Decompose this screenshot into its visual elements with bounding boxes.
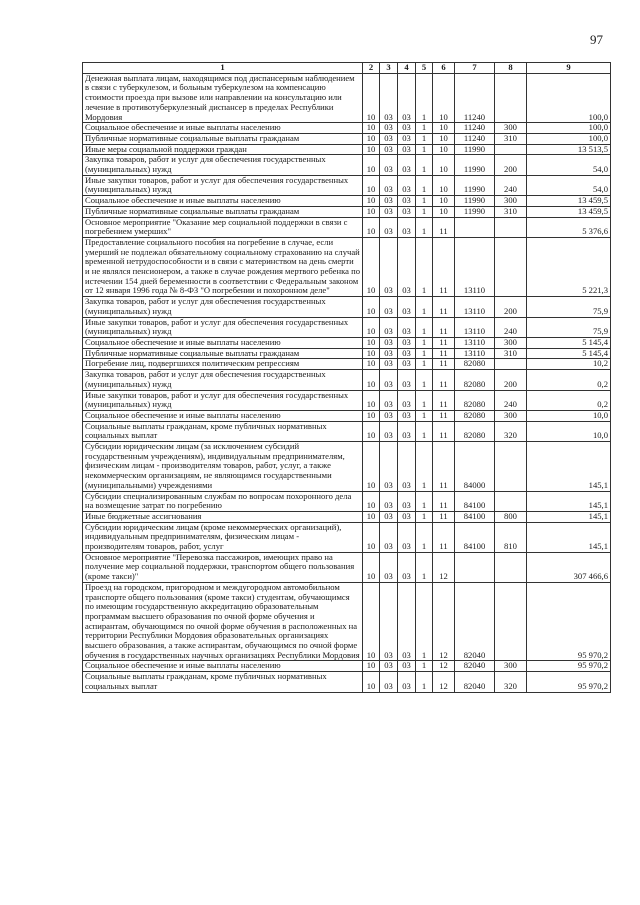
cell-code: 12 — [433, 582, 455, 661]
table-row — [83, 144, 611, 155]
cell-code: 03 — [380, 390, 398, 410]
cell-code: 1 — [416, 123, 433, 134]
cell-code: 1 — [416, 359, 433, 370]
cell-code: 11 — [433, 511, 455, 522]
cell-code: 10 — [363, 123, 380, 134]
cell-code: 03 — [380, 297, 398, 317]
cell-code: 03 — [380, 511, 398, 522]
cell-amount: 100,0 — [527, 123, 611, 134]
row-name: Иные бюджетные ассигнования — [83, 511, 363, 522]
cell-code: 03 — [380, 175, 398, 195]
row-name: Социальное обеспечение и иные выплаты населению — [83, 123, 363, 134]
row-name: Денежная выплата лицам, находящимся под диспансерным наблюдением в связи с туберкулезом, и больным туберкулезом на компенсацию стоимости проезда при вызове или направлении на консультацию или лечение в противотуберкулезный диспансер в пределах Республики Мордовия — [83, 73, 363, 123]
cell-amount: 75,9 — [527, 297, 611, 317]
cell-code: 11240 — [455, 133, 495, 144]
row-name: Публичные нормативные социальные выплаты гражданам — [83, 206, 363, 217]
cell-code: 10 — [363, 442, 380, 492]
cell-code: 10 — [363, 552, 380, 582]
cell-code: 84100 — [455, 511, 495, 522]
cell-code: 03 — [398, 421, 416, 441]
table-row — [83, 672, 611, 692]
table-row — [83, 206, 611, 217]
cell-code: 1 — [416, 661, 433, 672]
cell-code: 1 — [416, 672, 433, 692]
cell-code: 10 — [433, 73, 455, 123]
cell-code: 310 — [495, 206, 527, 217]
table-header-row — [83, 63, 611, 74]
cell-code — [495, 144, 527, 155]
cell-code: 10 — [363, 522, 380, 552]
cell-code: 10 — [433, 175, 455, 195]
cell-code: 1 — [416, 390, 433, 410]
table-row — [83, 123, 611, 134]
cell-code: 03 — [398, 348, 416, 359]
cell-code: 03 — [398, 359, 416, 370]
cell-amount: 0,2 — [527, 390, 611, 410]
table-row — [83, 359, 611, 370]
cell-code: 13110 — [455, 237, 495, 296]
cell-code: 84100 — [455, 491, 495, 511]
cell-code: 10 — [433, 123, 455, 134]
table-row — [83, 582, 611, 661]
cell-code: 10 — [363, 155, 380, 175]
cell-code: 10 — [363, 196, 380, 207]
row-name: Иные закупки товаров, работ и услуг для обеспечения государственных (муниципальных) нужд — [83, 390, 363, 410]
cell-code: 03 — [398, 175, 416, 195]
row-name: Субсидии специализированным службам по вопросам похоронного дела на возмещение затрат по погребению — [83, 491, 363, 511]
header-cell: 9 — [527, 63, 611, 74]
cell-code — [455, 552, 495, 582]
cell-code: 1 — [416, 133, 433, 144]
cell-code: 11990 — [455, 155, 495, 175]
cell-code: 12 — [433, 552, 455, 582]
cell-code: 11 — [433, 410, 455, 421]
cell-code: 1 — [416, 175, 433, 195]
table-row — [83, 661, 611, 672]
cell-code: 03 — [380, 348, 398, 359]
cell-code: 82080 — [455, 390, 495, 410]
cell-code: 03 — [398, 155, 416, 175]
cell-code: 10 — [363, 133, 380, 144]
cell-code: 10 — [363, 410, 380, 421]
cell-code: 1 — [416, 217, 433, 237]
cell-amount: 13 513,5 — [527, 144, 611, 155]
header-cell: 1 — [83, 63, 363, 74]
cell-code: 1 — [416, 582, 433, 661]
cell-code: 03 — [398, 217, 416, 237]
cell-code: 03 — [380, 522, 398, 552]
cell-amount: 10,2 — [527, 359, 611, 370]
cell-amount: 54,0 — [527, 155, 611, 175]
cell-amount: 13 459,5 — [527, 206, 611, 217]
cell-code: 03 — [380, 491, 398, 511]
cell-code: 1 — [416, 297, 433, 317]
cell-code: 11 — [433, 491, 455, 511]
cell-code: 1 — [416, 144, 433, 155]
row-name: Социальное обеспечение и иные выплаты населению — [83, 337, 363, 348]
cell-code: 10 — [433, 155, 455, 175]
row-name: Основное мероприятие "Оказание мер социальной поддержки в связи с погребением умерших" — [83, 217, 363, 237]
cell-amount: 307 466,6 — [527, 552, 611, 582]
row-name: Субсидии юридическим лицам (кроме некоммерческих организаций), индивидуальным предпринимателям, физическим лицам - производителям товаров, работ, услуг — [83, 522, 363, 552]
cell-code — [495, 491, 527, 511]
table-row — [83, 133, 611, 144]
cell-code: 11 — [433, 442, 455, 492]
cell-code: 03 — [380, 123, 398, 134]
cell-code: 82080 — [455, 410, 495, 421]
cell-code: 03 — [380, 237, 398, 296]
cell-code: 200 — [495, 155, 527, 175]
cell-amount: 100,0 — [527, 73, 611, 123]
cell-code: 800 — [495, 511, 527, 522]
cell-amount: 145,1 — [527, 522, 611, 552]
cell-code: 11240 — [455, 123, 495, 134]
cell-code: 10 — [363, 421, 380, 441]
cell-code: 320 — [495, 672, 527, 692]
cell-amount: 145,1 — [527, 442, 611, 492]
cell-amount: 145,1 — [527, 491, 611, 511]
cell-amount: 5 221,3 — [527, 237, 611, 296]
cell-code: 10 — [363, 359, 380, 370]
cell-code — [495, 442, 527, 492]
cell-code: 310 — [495, 348, 527, 359]
cell-amount: 5 376,6 — [527, 217, 611, 237]
cell-code: 11 — [433, 390, 455, 410]
cell-code: 1 — [416, 370, 433, 390]
cell-code: 03 — [380, 206, 398, 217]
cell-code: 10 — [433, 196, 455, 207]
cell-code: 10 — [363, 175, 380, 195]
cell-code: 10 — [363, 661, 380, 672]
header-cell: 3 — [380, 63, 398, 74]
cell-amount: 145,1 — [527, 511, 611, 522]
header-cell: 4 — [398, 63, 416, 74]
cell-code: 1 — [416, 348, 433, 359]
row-name: Предоставление социального пособия на погребение в случае, если умерший не подлежал обязательному социальному страхованию на случай временной нетрудоспособности и в связи с материнством на день смерти и не являлся пенсионером, а также в случае рождения мертвого ребенка по истечении 154 дней беременности в соответствии с Федеральным законом от 12 января 1996 года № 8-ФЗ "О погребении и похоронном деле" — [83, 237, 363, 296]
cell-code: 1 — [416, 196, 433, 207]
cell-code — [495, 217, 527, 237]
cell-code: 10 — [363, 511, 380, 522]
cell-amount: 95 970,2 — [527, 582, 611, 661]
cell-code: 03 — [380, 552, 398, 582]
row-name: Социальные выплаты гражданам, кроме публичных нормативных социальных выплат — [83, 672, 363, 692]
cell-code: 240 — [495, 317, 527, 337]
cell-code: 03 — [380, 442, 398, 492]
cell-code: 10 — [363, 73, 380, 123]
row-name: Социальные выплаты гражданам, кроме публичных нормативных социальных выплат — [83, 421, 363, 441]
header-cell: 8 — [495, 63, 527, 74]
cell-code — [455, 217, 495, 237]
cell-code: 10 — [363, 317, 380, 337]
cell-code: 1 — [416, 337, 433, 348]
cell-code: 11 — [433, 297, 455, 317]
cell-code: 1 — [416, 522, 433, 552]
cell-code: 13110 — [455, 297, 495, 317]
row-name: Закупка товаров, работ и услуг для обеспечения государственных (муниципальных) нужд — [83, 155, 363, 175]
cell-code: 10 — [433, 144, 455, 155]
cell-code: 03 — [398, 552, 416, 582]
cell-code: 13110 — [455, 348, 495, 359]
cell-code: 1 — [416, 73, 433, 123]
cell-code: 10 — [363, 348, 380, 359]
table-row — [83, 196, 611, 207]
cell-code: 11990 — [455, 144, 495, 155]
cell-code — [495, 237, 527, 296]
cell-code: 810 — [495, 522, 527, 552]
cell-amount: 13 459,5 — [527, 196, 611, 207]
cell-code: 82040 — [455, 661, 495, 672]
cell-amount: 95 970,2 — [527, 672, 611, 692]
cell-code: 03 — [398, 297, 416, 317]
cell-code: 82080 — [455, 370, 495, 390]
cell-amount: 0,2 — [527, 370, 611, 390]
cell-code: 1 — [416, 410, 433, 421]
cell-code: 03 — [380, 133, 398, 144]
header-cell: 7 — [455, 63, 495, 74]
cell-code: 10 — [363, 672, 380, 692]
table-row — [83, 442, 611, 492]
cell-code: 03 — [380, 359, 398, 370]
cell-code: 03 — [398, 133, 416, 144]
cell-code: 11 — [433, 421, 455, 441]
cell-code: 03 — [398, 73, 416, 123]
cell-code: 300 — [495, 196, 527, 207]
row-name: Закупка товаров, работ и услуг для обеспечения государственных (муниципальных) нужд — [83, 370, 363, 390]
cell-code: 10 — [363, 297, 380, 317]
cell-code: 10 — [363, 237, 380, 296]
page-number: 97 — [590, 32, 603, 47]
table-row — [83, 552, 611, 582]
cell-code: 03 — [398, 582, 416, 661]
cell-code: 1 — [416, 491, 433, 511]
cell-code: 03 — [398, 144, 416, 155]
cell-code: 03 — [398, 196, 416, 207]
header-cell: 2 — [363, 63, 380, 74]
cell-code: 12 — [433, 672, 455, 692]
cell-amount: 54,0 — [527, 175, 611, 195]
cell-code: 03 — [398, 672, 416, 692]
cell-code: 03 — [380, 317, 398, 337]
table-row — [83, 175, 611, 195]
cell-code: 10 — [433, 133, 455, 144]
cell-code: 11 — [433, 337, 455, 348]
cell-code: 1 — [416, 511, 433, 522]
cell-code: 82080 — [455, 359, 495, 370]
cell-code: 03 — [380, 196, 398, 207]
cell-amount: 100,0 — [527, 133, 611, 144]
table-row — [83, 317, 611, 337]
cell-code: 300 — [495, 337, 527, 348]
cell-code: 10 — [363, 491, 380, 511]
cell-amount: 10,0 — [527, 421, 611, 441]
cell-amount: 5 145,4 — [527, 348, 611, 359]
cell-code: 10 — [363, 337, 380, 348]
table-row — [83, 491, 611, 511]
cell-code: 03 — [398, 206, 416, 217]
cell-code: 240 — [495, 390, 527, 410]
row-name: Закупка товаров, работ и услуг для обеспечения государственных (муниципальных) нужд — [83, 297, 363, 317]
row-name: Проезд на городском, пригородном и междугородном автомобильном транспорте общего пользования (кроме такси) студентам, обучающимся по имеющим государственную аккредитацию образовательным программам высшего образования по очной форме обучения и аспирантам, обучающимся по очной форме обучения в расположенных на территории Республики Мордовия образовательных организациях высшего образования, а также аспирантам, обучающимся по очной форме обучения в государственных научных организациях Республики Мордовия — [83, 582, 363, 661]
cell-code: 11990 — [455, 206, 495, 217]
table-row — [83, 155, 611, 175]
table-row — [83, 522, 611, 552]
cell-code: 03 — [398, 317, 416, 337]
cell-code: 310 — [495, 133, 527, 144]
cell-code: 03 — [380, 73, 398, 123]
cell-code: 03 — [380, 144, 398, 155]
cell-code: 10 — [363, 206, 380, 217]
cell-amount: 10,0 — [527, 410, 611, 421]
cell-code: 1 — [416, 442, 433, 492]
cell-code: 03 — [398, 390, 416, 410]
cell-code: 1 — [416, 421, 433, 441]
table-row — [83, 237, 611, 296]
row-name: Иные меры социальной поддержки граждан — [83, 144, 363, 155]
row-name: Основное мероприятие "Перевозка пассажиров, имеющих право на получение мер социальной поддержки, транспортом общего пользования (кроме такси)" — [83, 552, 363, 582]
cell-code: 03 — [380, 217, 398, 237]
row-name: Социальное обеспечение и иные выплаты населению — [83, 196, 363, 207]
cell-code: 03 — [398, 337, 416, 348]
cell-code: 03 — [380, 337, 398, 348]
cell-code: 03 — [398, 661, 416, 672]
cell-code: 11990 — [455, 175, 495, 195]
cell-code: 200 — [495, 370, 527, 390]
cell-code: 84100 — [455, 522, 495, 552]
table-row — [83, 511, 611, 522]
cell-code: 13110 — [455, 337, 495, 348]
cell-code: 82040 — [455, 672, 495, 692]
cell-code — [495, 552, 527, 582]
table-row — [83, 337, 611, 348]
cell-code: 03 — [380, 582, 398, 661]
cell-code: 03 — [380, 672, 398, 692]
cell-code: 300 — [495, 661, 527, 672]
header-cell: 6 — [433, 63, 455, 74]
cell-code: 1 — [416, 155, 433, 175]
cell-code: 10 — [433, 206, 455, 217]
cell-code: 1 — [416, 552, 433, 582]
cell-code: 1 — [416, 237, 433, 296]
row-name: Публичные нормативные социальные выплаты гражданам — [83, 133, 363, 144]
cell-code: 13110 — [455, 317, 495, 337]
cell-code: 11 — [433, 522, 455, 552]
cell-code: 03 — [398, 511, 416, 522]
cell-code: 03 — [398, 123, 416, 134]
cell-code: 03 — [398, 237, 416, 296]
row-name: Иные закупки товаров, работ и услуг для обеспечения государственных (муниципальных) нужд — [83, 317, 363, 337]
cell-code: 03 — [380, 155, 398, 175]
budget-table — [82, 62, 611, 693]
row-name: Публичные нормативные социальные выплаты гражданам — [83, 348, 363, 359]
cell-code: 11 — [433, 359, 455, 370]
cell-code: 03 — [380, 370, 398, 390]
row-name: Иные закупки товаров, работ и услуг для обеспечения государственных (муниципальных) нужд — [83, 175, 363, 195]
table-row — [83, 370, 611, 390]
cell-code: 84000 — [455, 442, 495, 492]
row-name: Социальное обеспечение и иные выплаты населению — [83, 410, 363, 421]
table-row — [83, 217, 611, 237]
cell-code: 03 — [398, 522, 416, 552]
cell-code — [495, 73, 527, 123]
cell-code: 10 — [363, 144, 380, 155]
table-row — [83, 390, 611, 410]
cell-code: 82040 — [455, 582, 495, 661]
cell-amount: 75,9 — [527, 317, 611, 337]
cell-code: 200 — [495, 297, 527, 317]
cell-amount: 95 970,2 — [527, 661, 611, 672]
cell-code: 300 — [495, 123, 527, 134]
row-name: Социальное обеспечение и иные выплаты населению — [83, 661, 363, 672]
cell-code: 10 — [363, 370, 380, 390]
cell-code: 82080 — [455, 421, 495, 441]
cell-code: 03 — [380, 421, 398, 441]
cell-code: 03 — [398, 491, 416, 511]
cell-code: 1 — [416, 317, 433, 337]
cell-code: 11 — [433, 237, 455, 296]
cell-code: 11 — [433, 370, 455, 390]
cell-code: 03 — [380, 410, 398, 421]
cell-code: 03 — [380, 661, 398, 672]
cell-code: 11240 — [455, 73, 495, 123]
table-row — [83, 410, 611, 421]
cell-code: 03 — [398, 442, 416, 492]
cell-code: 03 — [398, 410, 416, 421]
table-row — [83, 73, 611, 123]
cell-code: 1 — [416, 206, 433, 217]
cell-code: 12 — [433, 661, 455, 672]
row-name: Субсидии юридическим лицам (за исключением субсидий государственным учреждениям), индивидуальным предпринимателям, физическим лицам - производителям товаров, работ, услуг, а также некоммерческим организациям, не являющимся государственными (муниципальными) учреждениями — [83, 442, 363, 492]
cell-code: 03 — [398, 370, 416, 390]
cell-code: 11 — [433, 217, 455, 237]
cell-code — [495, 582, 527, 661]
cell-code: 11 — [433, 348, 455, 359]
cell-code: 320 — [495, 421, 527, 441]
cell-code — [495, 359, 527, 370]
cell-code: 10 — [363, 217, 380, 237]
cell-code: 10 — [363, 582, 380, 661]
cell-code: 240 — [495, 175, 527, 195]
cell-code: 10 — [363, 390, 380, 410]
cell-code: 11 — [433, 317, 455, 337]
table-row — [83, 348, 611, 359]
cell-code: 11990 — [455, 196, 495, 207]
cell-code: 300 — [495, 410, 527, 421]
row-name: Погребение лиц, подвергшихся политическим репрессиям — [83, 359, 363, 370]
table-row — [83, 297, 611, 317]
cell-amount: 5 145,4 — [527, 337, 611, 348]
table-row — [83, 421, 611, 441]
header-cell: 5 — [416, 63, 433, 74]
